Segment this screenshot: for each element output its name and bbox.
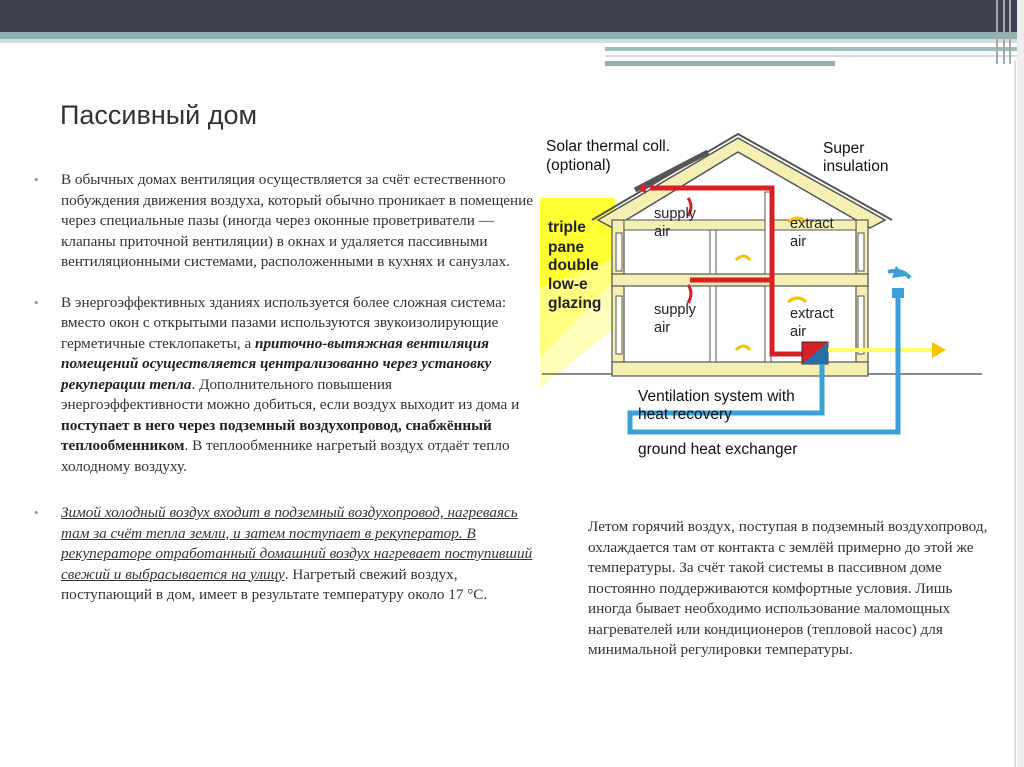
window <box>616 296 622 354</box>
summer-note: Летом горячий воздух, поступая в подземный воздухопровод, охлаждается там от контакта с землёй примерно до этой же температуры. За счёт такой системы в пассивном доме постоянно поддерживаются комфортные условия. Лишь иногда бывает необходимо использование маломощных нагревателей или кондиционеров (тепловой насос) для минимальной регулировки температуры. <box>588 518 988 658</box>
bullet-dot-icon: • <box>34 294 39 310</box>
glazing-label: low-e <box>548 276 588 293</box>
header-stripe <box>0 32 1024 39</box>
passive-house-diagram <box>540 128 992 468</box>
window <box>858 233 864 271</box>
bullet-text: . В теплообменнике нагретый воздух отдаёт тепло холодному воздуху. <box>61 437 510 475</box>
extract-air-label: air <box>790 324 807 340</box>
exhaust-arrow-icon <box>932 342 946 358</box>
insulation-label: Super <box>823 140 865 157</box>
insulation-label: insulation <box>823 158 889 175</box>
solar-label: (optional) <box>546 157 611 174</box>
ventilation-label: Ventilation system with <box>638 388 795 405</box>
bullet-underlined-text: Зимой холодный воздух входит в подземный воздухопровод, нагреваясь там за счёт тепла земли, и затем поступает в рекуператор. В рекуператоре отработанный домашний воздух нагревает поступивший свежий и выбрасывается на улицу <box>61 504 533 583</box>
header-stripe <box>0 39 1024 43</box>
ground-exchanger-label: ground heat exchanger <box>638 441 798 458</box>
right-border <box>1017 0 1024 767</box>
extract-air-label: extract <box>790 306 834 322</box>
ground-floor-slab <box>612 362 868 376</box>
extract-air-label: extract <box>790 216 834 232</box>
ventilation-label: heat recovery <box>638 406 732 423</box>
bullet-dot-icon: • <box>34 172 39 187</box>
right-border <box>1014 60 1016 767</box>
house-illustration <box>540 128 992 468</box>
supply-air-label: air <box>654 320 671 336</box>
bullet-item <box>34 503 534 606</box>
window <box>858 296 864 354</box>
glazing-label: triple <box>548 219 586 236</box>
bullet-item <box>34 170 534 273</box>
header-bar <box>0 0 1024 32</box>
header-divider <box>1009 0 1011 64</box>
supply-air-label: supply <box>654 302 696 318</box>
bullet-text: . Дополнительного повышения энергоэффективности можно добиться, если воздух выходит из дома и <box>61 375 520 413</box>
glazing-label: pane <box>548 239 585 256</box>
bullet-text: . Нагретый свежий воздух, поступающий в дом, имеет в результате температуру около 17 °С. <box>61 565 488 603</box>
extract-arrow-icon <box>736 346 750 350</box>
extract-air-label: air <box>790 234 807 250</box>
glazing-label: double <box>548 257 599 274</box>
extract-arrow-icon <box>788 298 806 302</box>
bullet-emphasis: поступает в него через подземный воздухопровод, снабжённый теплообменником <box>61 416 492 454</box>
bullet-text: В обычных домах вентиляция осуществляется за счёт естественного побуждения движения воздуха, который обычно проникает в помещение через специальные пазы (иногда через оконные проветриватели — клапаны приточной вентиляции) в окнах и удаляется пассивными вентиляционными системами, расположенными в кухнях и санузлах. <box>61 171 534 270</box>
supply-arrow-icon <box>688 285 691 303</box>
interior-wall <box>710 286 716 362</box>
header-stripe <box>605 55 1024 57</box>
bullet-list <box>34 170 534 626</box>
interior-wall <box>710 230 716 274</box>
bullet-dot-icon: • <box>34 505 39 520</box>
extract-arrow-icon <box>736 256 750 260</box>
solar-label: Solar thermal coll. <box>546 138 671 155</box>
header-stripe <box>605 61 835 66</box>
header-divider <box>1003 0 1005 64</box>
header-divider <box>996 0 998 64</box>
bullet-item <box>34 293 534 478</box>
page-title: Пассивный дом <box>60 100 258 130</box>
fresh-air-intake <box>892 288 904 298</box>
supply-air-label: air <box>654 224 671 240</box>
window <box>616 233 622 271</box>
bullet-text: В энергоэффективных зданиях используется более сложная система: вместо окон с открытыми пазами используются звукоизолирующие герметичные стеклопакеты, а <box>61 293 507 352</box>
header-stripe <box>605 47 1024 51</box>
bullet-emphasis: приточно-вытяжная вентиляция помещений осуществляется централизованно через установку рекуперации тепла <box>61 334 492 393</box>
glazing-label: glazing <box>548 295 602 312</box>
supply-air-label: supply <box>654 206 696 222</box>
